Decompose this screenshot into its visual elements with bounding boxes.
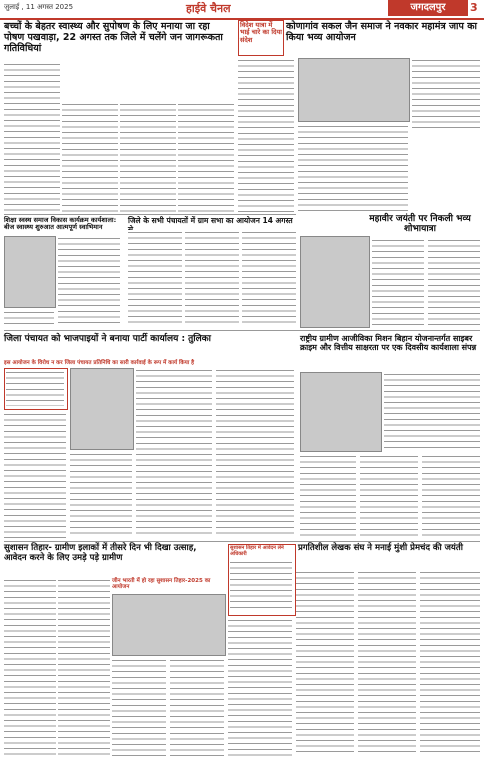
body-jain-1	[238, 58, 294, 212]
body-jain-3	[412, 58, 480, 128]
body-bihan-3	[360, 454, 418, 538]
body-mahavir-2	[428, 238, 480, 326]
headline-bihan: राष्ट्रीय ग्रामीण आजीविका मिशन बिहान योजनान्तर्गत साइबर क्राइम और वित्तीय साक्षरता पर एक दिवसीय कार्यशाला संपन्न	[300, 334, 477, 353]
photo-cyber-workshop	[300, 372, 382, 452]
issue-date: जुलाई , 11 अगस्त 2025	[4, 3, 74, 11]
photo-shobhayatra	[300, 236, 370, 328]
body-bihan-2	[300, 454, 356, 538]
body-gram-sabha-1	[128, 230, 182, 326]
body-jila-4	[216, 368, 294, 538]
body-bihan-4	[422, 454, 480, 538]
body-poshan-1	[4, 62, 60, 212]
body-gram-sabha-2	[185, 230, 239, 326]
headline-sushasan: सुशासन तिहार- ग्रामीण इलाकों में तीसरे दिन भी दिखा उत्साह, आवेदन करने के लिए उमड़े पड़े ग्रामीण	[4, 543, 197, 563]
body-premchand-2	[296, 570, 354, 756]
headline-jila-panchayat: जिला पंचायत को भाजपाइयों ने बनाया पार्टी कार्यालय : तुलिका	[4, 334, 211, 344]
divider-3	[4, 541, 480, 542]
city-name: जगदलपुर	[388, 0, 468, 16]
body-bihan-1	[384, 372, 480, 450]
divider-1	[4, 214, 296, 215]
body-shiksha-2	[4, 310, 54, 326]
body-poshan-2	[62, 102, 118, 212]
body-premchand-1	[228, 618, 292, 756]
headline-premchand: प्रगतिशील लेखक संघ ने मनाई मुंशी प्रेमचंद की जयंती	[298, 543, 463, 553]
divider-2	[4, 330, 480, 331]
body-sushasan-4	[170, 658, 224, 756]
body-shiksha-1	[58, 236, 120, 326]
kicker-videsh: विदेश यात्रा में भाई चारे का दिया संदेश	[240, 21, 282, 44]
body-jila-1	[4, 412, 66, 538]
photo-caption: सुशासन तिहार में आवेदन लेने अधिकारी	[230, 545, 284, 557]
headline-mahavir: महावीर जयंती पर निकली भव्य शोभायात्रा	[369, 214, 471, 235]
body-mahavir-1	[372, 238, 424, 326]
newspaper-name: हाईवे चैनल	[186, 2, 231, 15]
photo-sushasan	[112, 594, 226, 656]
inline-headline-sushasan: जीन भारती में हो रहा सुशासन तिहार-2025 का आयोजन	[112, 578, 211, 591]
body-jila-3	[136, 368, 212, 538]
headline-poshan: बच्चों के बेहतर स्वास्थ्य और सुपोषण के लिए मनाया जा रहा पोषण पखवाड़ा, 22 अगस्त तक जिले में चलेंगे जन जागरूकता गतिविधियां	[4, 21, 223, 54]
body-gram-sabha-3	[242, 230, 296, 326]
body-premchand-4	[420, 570, 480, 756]
headline-jain-samaj: कोणागांव सकल जैन समाज ने नवकार महामंत्र जाप का किया भव्य आयोजन	[286, 21, 477, 43]
body-jain-2	[298, 124, 408, 212]
inset-text-2	[230, 560, 292, 612]
body-poshan-4	[178, 102, 234, 212]
photo-tulika	[70, 368, 134, 450]
body-sushasan-1	[4, 578, 56, 756]
subhead-jila-panchayat: इस आयोजन के विरोध न कर जिला पंचायत प्रतिनिधि का सारी कार्रवाई के रूप में कार्य किया है	[4, 360, 195, 366]
body-poshan-3	[120, 102, 176, 212]
headline-gram-sabha: जिले के सभी पंचायतों में ग्राम सभा का आयोजन 14 अगस्त	[128, 216, 293, 225]
photo-jain-samaj	[298, 58, 410, 122]
body-premchand-3	[358, 570, 416, 756]
photo-workshop	[4, 236, 56, 308]
body-sushasan-2	[58, 578, 110, 756]
body-jila-2	[70, 452, 132, 538]
inset-text	[6, 370, 64, 406]
page-number: 3	[470, 1, 478, 14]
body-sushasan-3	[112, 658, 166, 756]
masthead	[0, 0, 484, 20]
headline-shiksha: शिक्षा स्वस्थ समाज विकास कार्यक्रम कार्यशाला: बीज स्वास्थ्य शुरुआत आत्मपूर्ण स्वाभिमान	[4, 216, 117, 232]
